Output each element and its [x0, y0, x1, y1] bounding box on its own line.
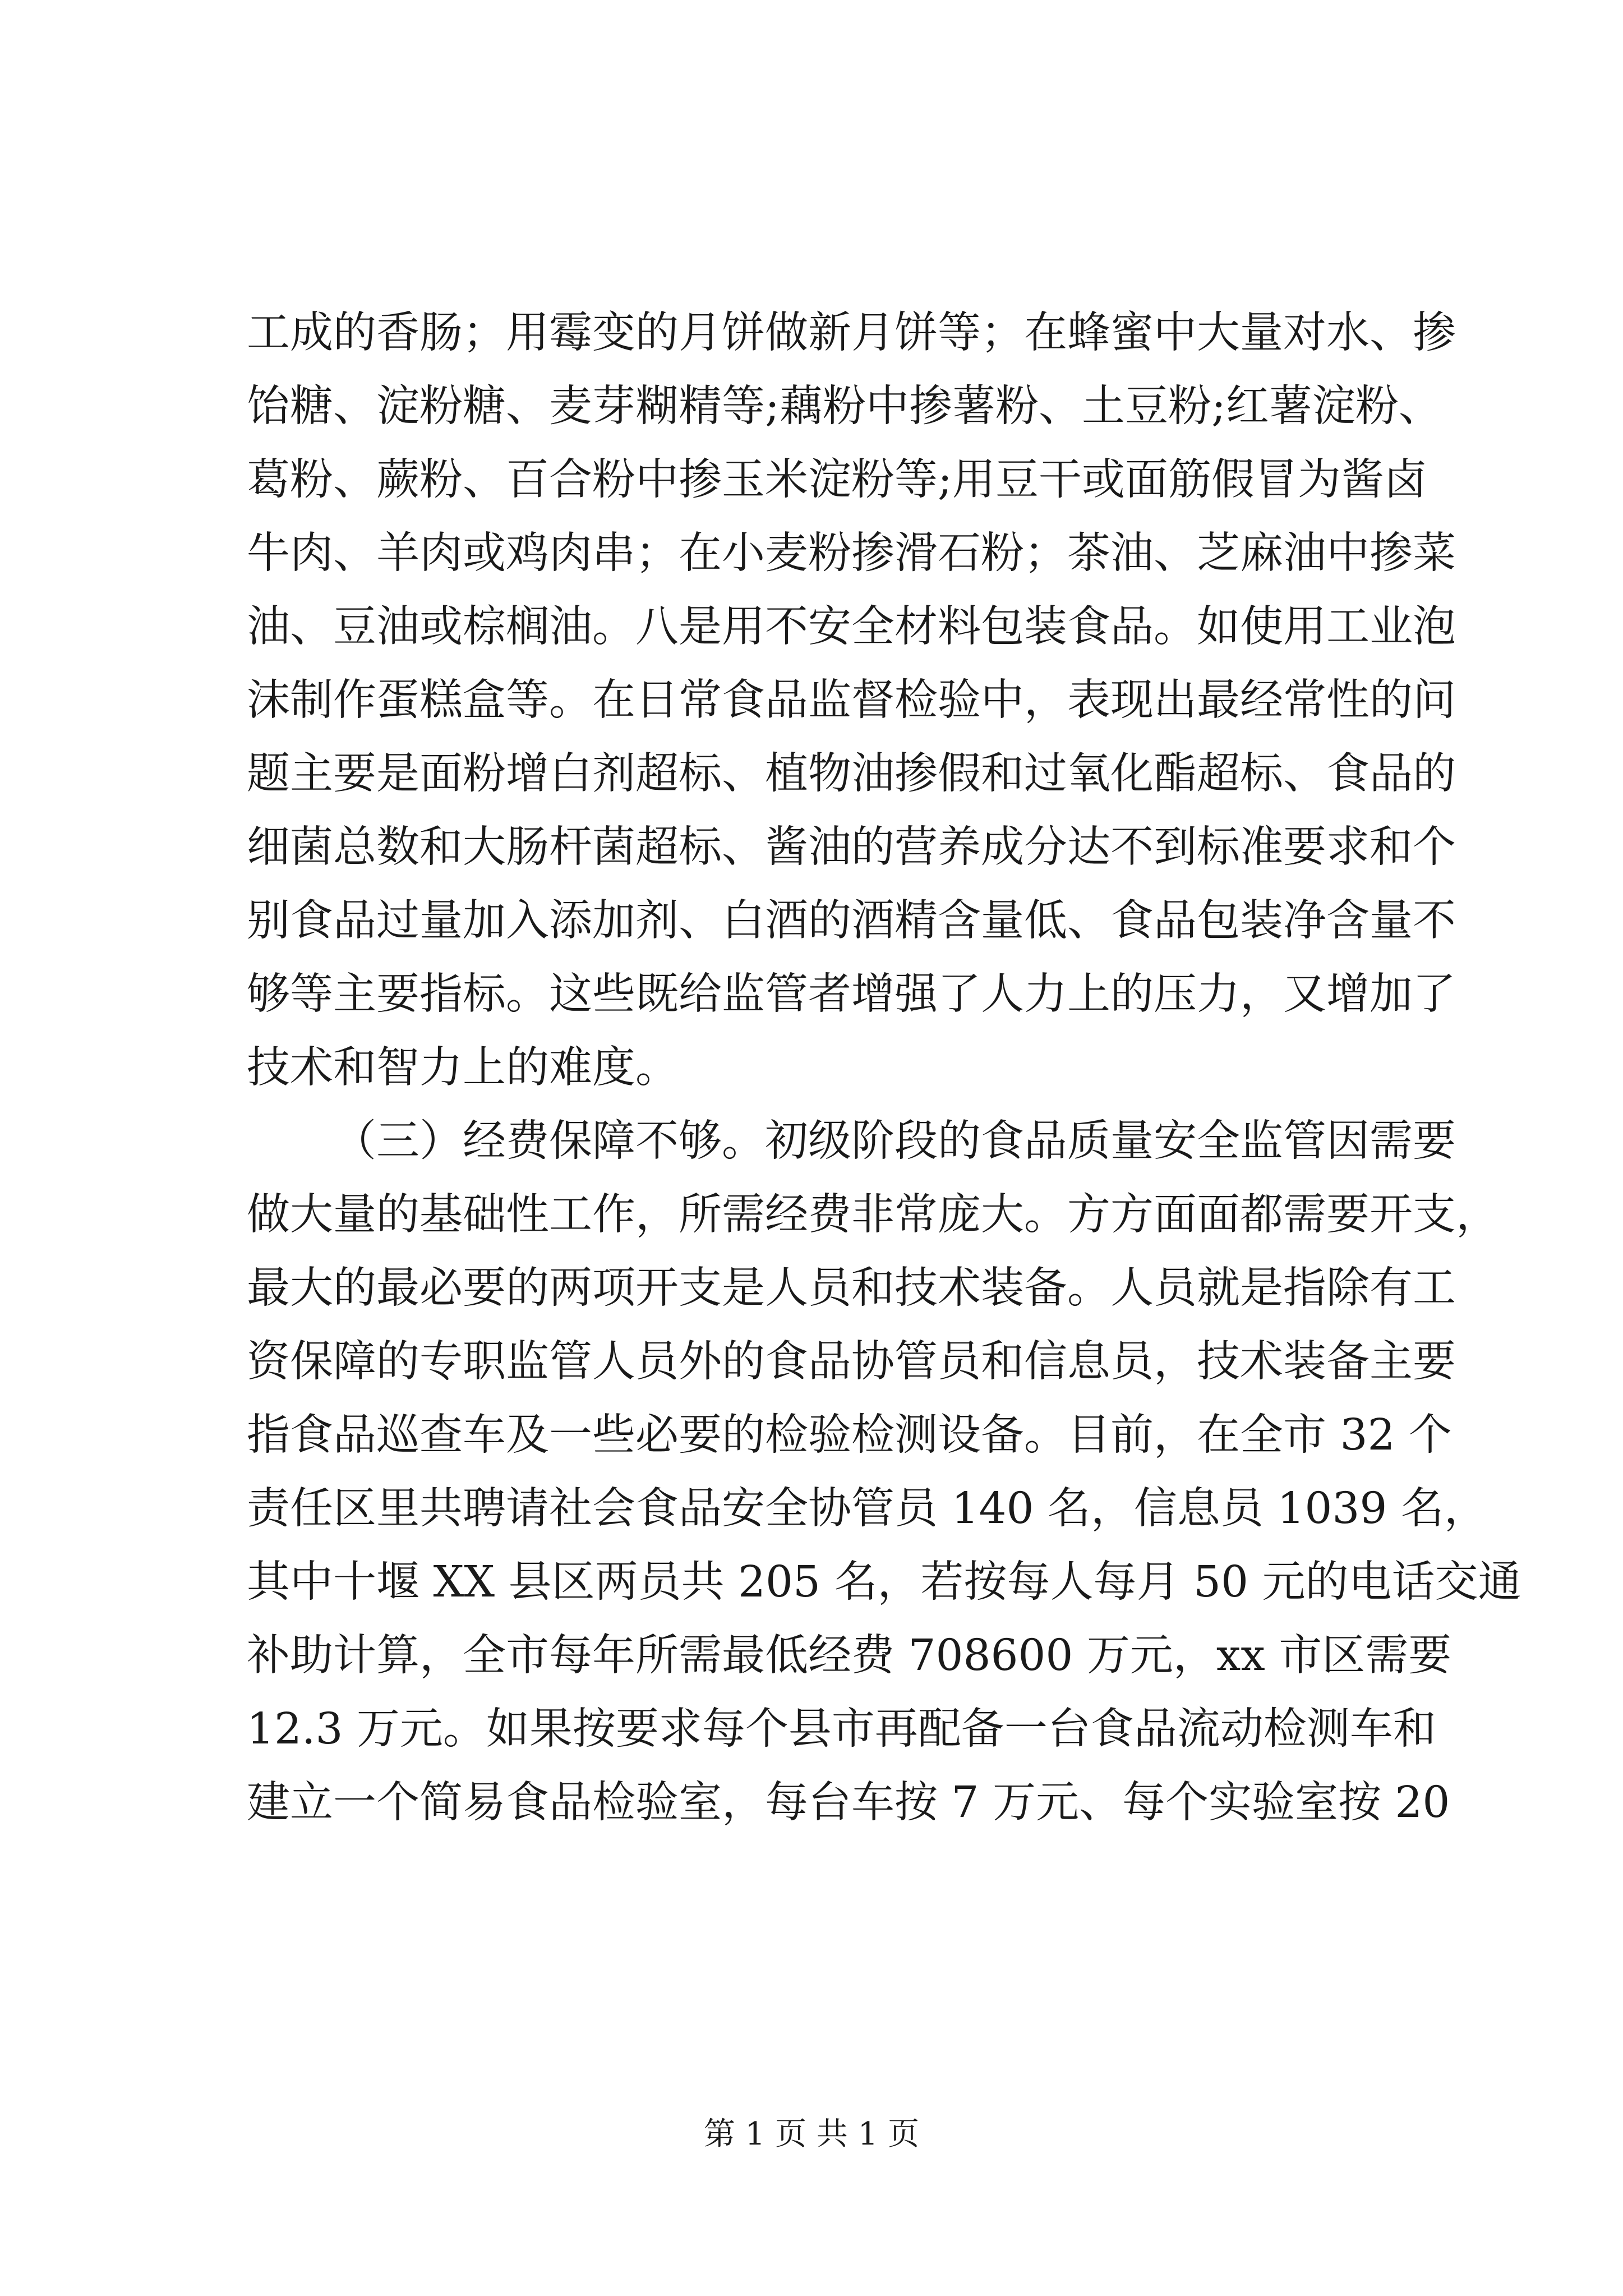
text-line-2: 饴糖、淀粉糖、麦芽糊精等;藕粉中掺薯粉、土豆粉;红薯淀粉、: [247, 381, 1442, 431]
text-line-10: 够等主要指标。这些既给监管者增强了人力上的压力，又增加了: [247, 969, 1456, 1019]
text-line-5: 油、豆油或棕榈油。八是用不安全材料包装食品。如使用工业泡: [247, 602, 1456, 652]
text-line-9: 别食品过量加入添加剂、白酒的酒精含量低、食品包装净含量不: [247, 896, 1456, 946]
text-line-13: 做大量的基础性工作，所需经费非常庞大。方方面面都需要开支，: [247, 1190, 1499, 1240]
text-line-7: 题主要是面粉增白剂超标、植物油掺假和过氧化酯超标、食品的: [247, 749, 1456, 799]
text-line-1: 工成的香肠；用霉变的月饼做新月饼等；在蜂蜜中大量对水、掺: [247, 308, 1456, 358]
text-line-11: 技术和智力上的难度。: [247, 1043, 679, 1093]
text-line-3: 葛粉、蕨粉、百合粉中掺玉米淀粉等;用豆干或面筋假冒为酱卤: [247, 455, 1427, 505]
text-line-16: 指食品巡查车及一些必要的检验检测设备。目前，在全市 32 个: [247, 1410, 1452, 1460]
text-line-6: 沫制作蛋糕盒等。在日常食品监督检验中，表现出最经常性的问: [247, 675, 1456, 725]
text-line-14: 最大的最必要的两项开支是人员和技术装备。人员就是指除有工: [247, 1263, 1456, 1313]
text-line-12: （三）经费保障不够。初级阶段的食品质量安全监管因需要: [333, 1116, 1456, 1166]
text-line-4: 牛肉、羊肉或鸡肉串；在小麦粉掺滑石粉；茶油、芝麻油中掺菜: [247, 528, 1456, 578]
text-line-15: 资保障的专职监管人员外的食品协管员和信息员，技术装备主要: [247, 1337, 1456, 1387]
text-line-20: 12.3 万元。如果按要求每个县市再配备一台食品流动检测车和: [247, 1704, 1436, 1754]
text-line-21: 建立一个简易食品检验室，每台车按 7 万元、每个实验室按 20: [247, 1778, 1450, 1828]
text-line-19: 补助计算，全市每年所需最低经费 708600 万元，xx 市区需要: [247, 1631, 1452, 1681]
text-line-8: 细菌总数和大肠杆菌超标、酱油的营养成分达不到标准要求和个: [247, 822, 1456, 872]
page-footer: 第 1 页 共 1 页: [703, 2116, 920, 2152]
text-line-18: 其中十堰 XX 县区两员共 205 名，若按每人每月 50 元的电话交通: [247, 1557, 1521, 1607]
text-line-17: 责任区里共聘请社会食品安全协管员 140 名，信息员 1039 名，: [247, 1484, 1487, 1534]
body-text: [247, 296, 1521, 1839]
